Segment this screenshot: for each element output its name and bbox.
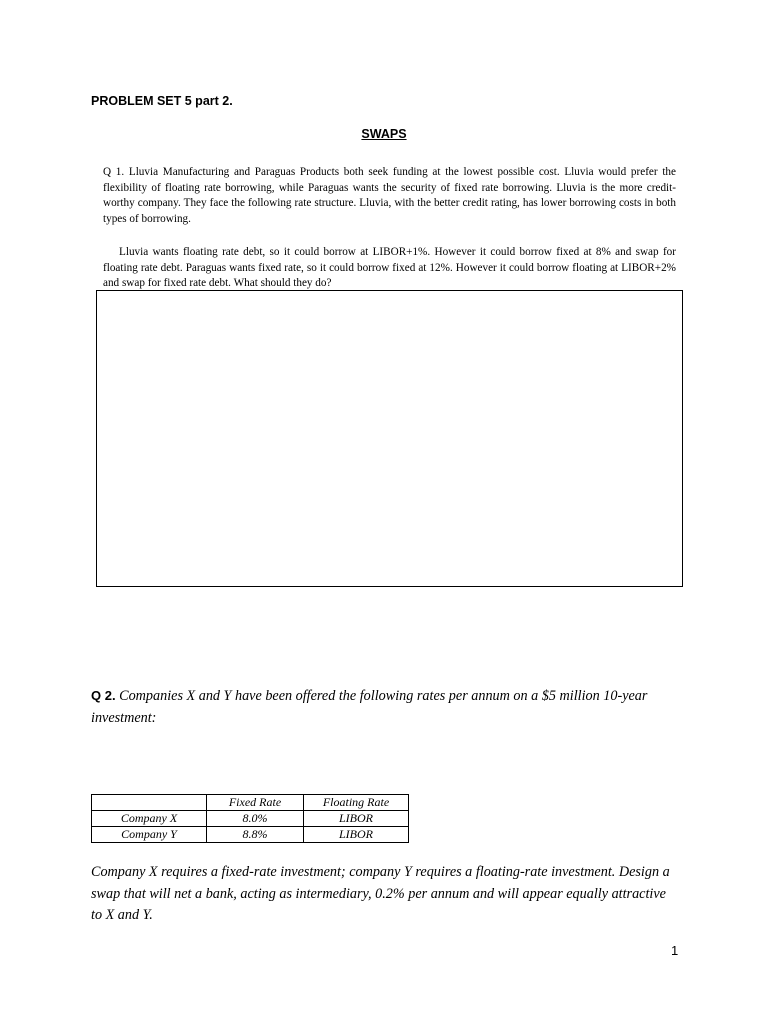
- table-header-row: [92, 795, 409, 811]
- table-cell: LIBOR: [304, 811, 409, 827]
- table-header-cell: Floating Rate: [304, 795, 409, 811]
- table-cell: LIBOR: [304, 827, 409, 843]
- table-header-cell: Fixed Rate: [207, 795, 304, 811]
- question-2-text: [91, 685, 671, 729]
- table-cell: Company X: [92, 811, 207, 827]
- answer-box[interactable]: [96, 290, 683, 587]
- question-2-body: Companies X and Y have been offered the following rates per annum on a $5 million 10-year investment:: [91, 688, 648, 726]
- rates-table: [91, 794, 409, 843]
- question-1-intro: Q 1. Lluvia Manufacturing and Paraguas Products both seek funding at the lowest possible cost. Lluvia would prefer the flexibility of floating rate borrowing, while Paraguas wants the security of fixed rate borrowing. Lluvia is the more credit-worthy company. They face the following rate structure. Lluvia, with the better credit rating, has lower borrowing costs in both types of borrowing.: [103, 166, 676, 225]
- question-1-prompt: Lluvia wants floating rate debt, so it could borrow at LIBOR+1%. However it could borrow fixed at 8% and swap for floating rate debt. Paraguas wants fixed rate, so it could borrow fixed at 12%. However it could borrow floating at LIBOR+2% and swap for fixed rate debt. What should they do?: [103, 246, 676, 289]
- table-row: [92, 827, 409, 843]
- problem-set-heading: PROBLEM SET 5 part 2.: [91, 94, 233, 108]
- section-title-swaps: SWAPS: [361, 127, 407, 141]
- page-number: 1: [671, 943, 679, 958]
- table-cell: 8.0%: [207, 811, 304, 827]
- table-cell: 8.8%: [207, 827, 304, 843]
- question-2-number: Q 2.: [91, 688, 116, 703]
- table-row: [92, 811, 409, 827]
- table-cell: Company Y: [92, 827, 207, 843]
- table-header-cell: [92, 795, 207, 811]
- question-2-followup: Company X requires a fixed-rate investment; company Y requires a floating-rate investment. Design a swap that will net a bank, acting as intermediary, 0.2% per annum and will appear equally attractive to X and Y.: [91, 864, 670, 923]
